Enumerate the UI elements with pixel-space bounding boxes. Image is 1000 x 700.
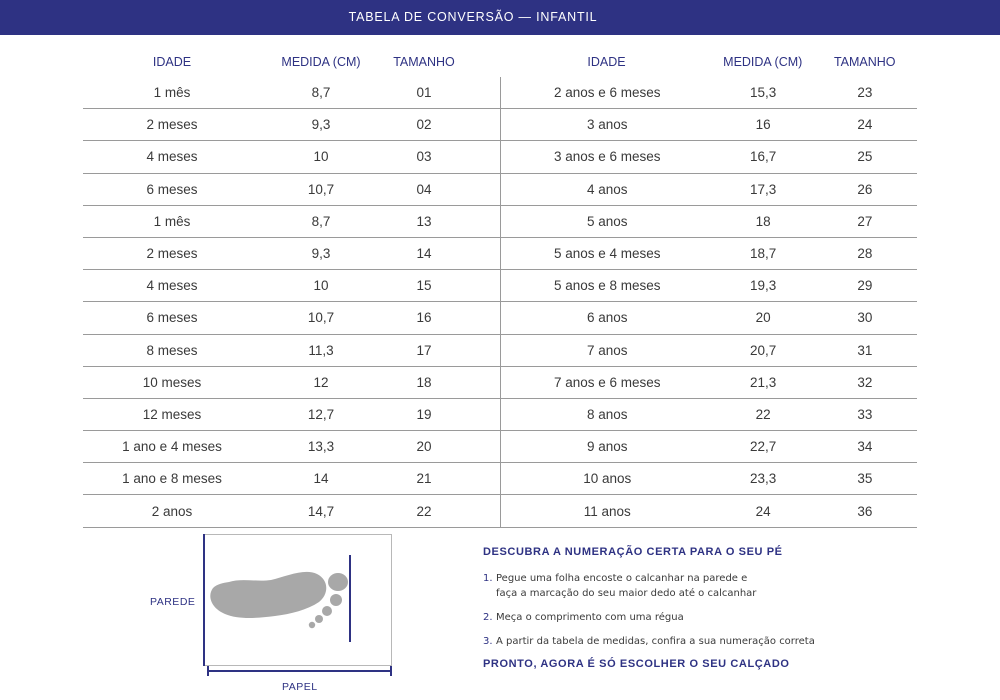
cell-idade: 6 meses <box>146 181 198 197</box>
cell-medida: 20,7 <box>749 342 777 358</box>
cell-idade: 10 meses <box>142 374 202 390</box>
instruction-step <box>483 634 943 649</box>
table-row <box>83 302 500 334</box>
cell-medida: 15,3 <box>749 85 777 101</box>
step-number: 3. <box>483 636 493 647</box>
cell-idade: 9 anos <box>586 439 628 455</box>
cell-medida: 16,7 <box>749 149 777 165</box>
cell-tamanho: 35 <box>857 471 873 487</box>
table-row <box>501 141 917 173</box>
cell-idade: 11 anos <box>583 503 631 519</box>
cell-idade: 2 meses <box>146 246 198 262</box>
cell-idade: 1 ano e 4 meses <box>122 439 222 455</box>
table-row <box>501 206 917 238</box>
cell-idade: 10 anos <box>583 471 632 487</box>
step-text: Meça o comprimento com uma régua <box>496 612 684 623</box>
step-number: 1. <box>483 573 493 584</box>
toe-mark-line <box>349 555 351 642</box>
cell-tamanho: 17 <box>416 342 432 358</box>
cell-idade: 4 anos <box>586 181 628 197</box>
table-row <box>83 431 500 463</box>
col-header-idade: IDADE <box>152 55 192 69</box>
cell-medida: 10 <box>313 278 329 294</box>
cell-tamanho: 31 <box>857 342 873 358</box>
cell-medida: 14 <box>313 471 329 487</box>
cell-idade: 8 meses <box>146 342 198 358</box>
cell-idade: 8 anos <box>586 406 628 422</box>
step-text: A partir da tabela de medidas, confira a sua numeração correta <box>496 636 815 647</box>
cell-idade: 7 anos e 6 meses <box>553 374 661 390</box>
cell-medida: 9,3 <box>311 117 331 133</box>
col-header-tamanho: TAMANHO <box>833 55 896 69</box>
cell-idade: 1 mês <box>153 85 191 101</box>
cell-medida: 19,3 <box>749 278 777 294</box>
cell-tamanho: 02 <box>416 117 432 133</box>
table-row <box>501 302 917 334</box>
cell-medida: 9,3 <box>311 246 331 262</box>
cell-tamanho: 22 <box>416 503 432 519</box>
table-row <box>83 141 500 173</box>
cell-medida: 13,3 <box>307 439 335 455</box>
table-row <box>83 270 500 302</box>
cell-tamanho: 15 <box>416 278 432 294</box>
instructions-final: PRONTO, AGORA É SÓ ESCOLHER O SEU CALÇADO <box>483 658 790 670</box>
wall-label: PAREDE <box>150 596 196 608</box>
cell-tamanho: 04 <box>416 181 432 197</box>
table-row <box>83 463 500 495</box>
cell-medida: 17,3 <box>749 181 777 197</box>
cell-medida: 23,3 <box>749 471 777 487</box>
cell-tamanho: 25 <box>857 149 873 165</box>
cell-tamanho: 23 <box>857 85 873 101</box>
cell-idade: 6 anos <box>586 310 628 326</box>
size-table-left <box>83 47 500 528</box>
cell-idade: 6 meses <box>146 310 198 326</box>
cell-idade: 7 anos <box>586 342 628 358</box>
table-row <box>501 270 917 302</box>
table-row <box>501 463 917 495</box>
table-row <box>83 238 500 270</box>
table-row <box>83 77 500 109</box>
footprint-icon <box>205 568 350 630</box>
toe-4 <box>315 615 323 623</box>
cell-tamanho: 16 <box>416 310 432 326</box>
cell-idade: 5 anos e 4 meses <box>553 246 661 262</box>
instruction-step <box>483 571 943 601</box>
cell-idade: 4 meses <box>146 149 198 165</box>
cell-medida: 18,7 <box>749 246 777 262</box>
cell-idade: 5 anos e 8 meses <box>553 278 661 294</box>
table-row <box>83 335 500 367</box>
cell-tamanho: 34 <box>857 439 873 455</box>
cell-tamanho: 13 <box>416 213 432 229</box>
toe-2 <box>330 594 342 606</box>
table-row <box>83 399 500 431</box>
cell-medida: 10,7 <box>307 310 335 326</box>
cell-tamanho: 21 <box>416 471 432 487</box>
table-row <box>501 238 917 270</box>
cell-tamanho: 32 <box>857 374 873 390</box>
table-row <box>501 335 917 367</box>
step-number: 2. <box>483 612 493 623</box>
instructions-title: DESCUBRA A NUMERAÇÃO CERTA PARA O SEU PÉ <box>483 546 783 558</box>
table-row <box>83 109 500 141</box>
cell-idade: 1 ano e 8 meses <box>122 471 222 487</box>
cell-tamanho: 33 <box>857 406 873 422</box>
col-header-medida: MEDIDA (CM) <box>723 55 803 69</box>
cell-medida: 10,7 <box>307 181 335 197</box>
cell-medida: 12 <box>313 374 329 390</box>
table-row <box>501 431 917 463</box>
cell-tamanho: 27 <box>857 213 873 229</box>
page-title: TABELA DE CONVERSÃO — INFANTIL <box>348 10 598 24</box>
cell-idade: 2 anos e 6 meses <box>553 85 661 101</box>
cell-medida: 20 <box>755 310 771 326</box>
cell-idade: 12 meses <box>142 406 202 422</box>
table-header <box>500 47 917 77</box>
cell-tamanho: 19 <box>416 406 432 422</box>
toe-3 <box>322 606 332 616</box>
paper-label: PAPEL <box>282 681 318 693</box>
cell-tamanho: 01 <box>416 85 432 101</box>
table-row <box>501 495 917 527</box>
cell-medida: 21,3 <box>749 374 777 390</box>
ruler-line <box>207 670 392 672</box>
table-body <box>500 77 917 528</box>
instructions <box>483 546 943 670</box>
table-row <box>501 77 917 109</box>
table-row <box>501 109 917 141</box>
cell-idade: 3 anos e 6 meses <box>553 149 661 165</box>
cell-medida: 8,7 <box>311 85 331 101</box>
col-header-idade: IDADE <box>587 55 626 69</box>
cell-tamanho: 30 <box>857 310 873 326</box>
cell-medida: 16 <box>755 117 771 133</box>
cell-idade: 5 anos <box>586 213 628 229</box>
step-text: Pegue uma folha encoste o calcanhar na parede e faça a marcação do seu maior dedo até o calcanhar <box>496 573 757 599</box>
cell-tamanho: 26 <box>857 181 873 197</box>
toe-1 <box>328 573 348 591</box>
cell-tamanho: 24 <box>857 117 873 133</box>
cell-medida: 14,7 <box>307 503 335 519</box>
measurement-illustration <box>150 530 410 695</box>
table-row <box>501 367 917 399</box>
cell-idade: 2 anos <box>151 503 193 519</box>
cell-medida: 10 <box>313 149 329 165</box>
cell-idade: 2 meses <box>146 117 198 133</box>
table-row <box>83 495 500 527</box>
cell-tamanho: 28 <box>857 246 873 262</box>
table-body <box>83 77 500 528</box>
col-header-tamanho: TAMANHO <box>393 55 455 69</box>
table-header <box>83 47 500 77</box>
table-row <box>501 399 917 431</box>
table-row <box>83 367 500 399</box>
cell-tamanho: 14 <box>416 246 432 262</box>
cell-medida: 24 <box>755 503 771 519</box>
foot-sole <box>210 572 326 618</box>
cell-medida: 11,3 <box>308 342 334 358</box>
cell-medida: 22 <box>755 406 771 422</box>
cell-idade: 3 anos <box>586 117 628 133</box>
toe-5 <box>309 622 315 628</box>
cell-tamanho: 29 <box>857 278 873 294</box>
page-header <box>0 0 1000 35</box>
cell-medida: 18 <box>755 213 771 229</box>
table-row <box>83 206 500 238</box>
instruction-step <box>483 610 943 625</box>
cell-tamanho: 18 <box>416 374 432 390</box>
cell-medida: 12,7 <box>307 406 335 422</box>
cell-medida: 22,7 <box>749 439 777 455</box>
cell-tamanho: 36 <box>857 503 873 519</box>
cell-tamanho: 20 <box>416 439 432 455</box>
cell-idade: 1 mês <box>153 213 191 229</box>
cell-medida: 8,7 <box>311 213 331 229</box>
size-table-right <box>500 47 917 528</box>
cell-tamanho: 03 <box>416 149 432 165</box>
table-row <box>501 174 917 206</box>
table-row <box>83 174 500 206</box>
col-header-medida: MEDIDA (CM) <box>281 55 361 69</box>
cell-idade: 4 meses <box>146 278 198 294</box>
